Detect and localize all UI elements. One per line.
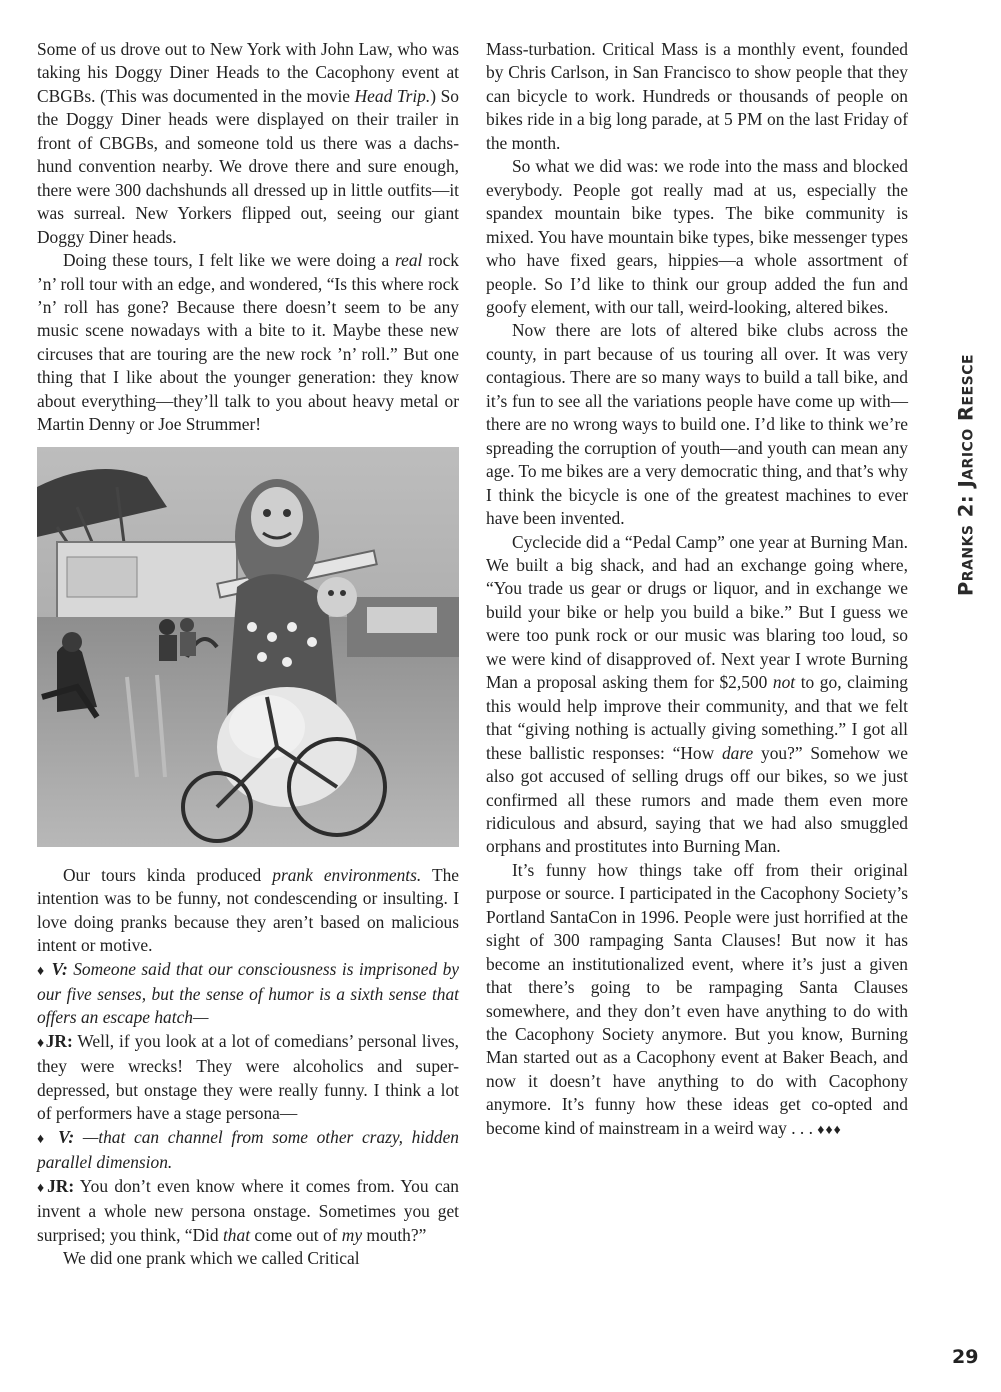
question-v-consciousness (37, 958, 459, 1030)
photo-costumed-bike-rider (37, 447, 459, 847)
page-number: 29 (952, 1346, 979, 1368)
paragraph-tours (37, 249, 459, 437)
speaker-label: JR: (47, 1175, 75, 1196)
question-text: Someone said that our consciousness is imprisoned by our five senses, but the sense of humor is a sixth sense that offers an escape hatch— (37, 958, 459, 1028)
answer-text: come out of (250, 1224, 342, 1245)
paragraph-blocked-everybody: So what we did was: we rode into the mass and blocked everybody. People got really mad at us, especially the spandex mountain bike types. The bike community is mixed. You have mountain bike types, bike messenger types who have fixed gears, hippies—a whole assortment of people. So I’d like to think our group added the fun and goofy element, with our tall, weird-looking, altered bikes. (486, 156, 908, 317)
text: Doing these tours, I felt like we were doing a (63, 250, 395, 271)
text: ) So the Doggy Diner heads were displayed on their trailer in front of CBGBs, and someone told us there was a dachshund convention nearby. We drove there and sure enough, there were 300 dachshunds all dressed up in little outfits—it was surreal. New Yorkers flipped out, seeing our giant Doggy Diner heads. (37, 85, 459, 247)
answer-jr-comedians (37, 1030, 459, 1126)
text: It’s funny how things take off from their original purpose or source. I participated in the Cacophony Society’s Portland SantaCon in 1996. People were just horrified at the sight of 300 rampaging Santa Clauses! But now it has become an institutionalized event, where it’s just a given that there’s going to be rampaging Santa Clauses somewhere, and they don’t even have anything to do with the Cacophony Society anymore. But you know, Burning Man started out as a Cacophony event at Baker Beach, and now it doesn’t have anything to do with Cacophony anymore. It’s funny how these ideas get co-opted and become kind of mainstream in a weird way . . . (486, 859, 908, 1138)
movie-title: Head Trip. (354, 85, 431, 106)
emphasis: dare (721, 742, 754, 763)
end-mark-icon: ♦♦♦ (817, 1122, 842, 1138)
text: you?” Somehow we also got accused of selling drugs off our bikes, so we just confirmed all these rumors and made them even more ridiculous and absurd, saying that we had also smuggled orphans and prostitutes into Burning Man. (486, 742, 908, 857)
emphasis: prank environments. (272, 864, 422, 885)
text: rock ’n’ roll tour with an edge, and wondered, “Is this where rock ’n’ roll has gone? Because there doesn’t seem to be any music scene nowadays with a bite to it. Maybe these new circuses that are touring are the new rock ’n’ roll.” But one thing that I like about the younger generation: they know about everything—they’ll talk to you about heavy metal or Martin Denny or Joe Strummer! (37, 250, 459, 435)
answer-text: Well, if you look at a lot of comedians’ personal lives, they were wrecks! They were alcoholics and super-depressed, but onstage they were really funny. I think a lot of performers have a stage persona— (37, 1030, 459, 1124)
emphasis: my (341, 1224, 363, 1245)
paragraph-critical-prank: We did one prank which we called Critical (63, 1247, 360, 1268)
photo-illustration (37, 447, 459, 847)
paragraph-santacon (486, 859, 908, 1142)
diamond-icon: ♦ (37, 1035, 46, 1051)
paragraph-prank-environments (37, 864, 459, 958)
speaker-label: V: (58, 1126, 75, 1147)
emphasis: that (222, 1224, 251, 1245)
text: Cyclecide did a “Pedal Camp” one year at Burning Man. We built a big shack, and had an exchange going where, “You trade us gear or drugs or liquor, and in exchange we build your bike or help you build a bike.” But I guess we were too punk rock or our music was blaring too loud, so we were kind of disapproved of. Next year I wrote Burning Man a proposal asking them for $2,500 (486, 531, 908, 693)
answer-jr-persona (37, 1175, 459, 1247)
left-column (37, 38, 459, 1270)
question-v-channel (37, 1126, 459, 1175)
emphasis: not (772, 672, 796, 693)
paragraph-altered-bike-clubs: Now there are lots of altered bike clubs across the county, in part because of us touring all over. It was very contagious. There are so many ways to build a tall bike, and it’s fun to see all the variations people have come up with—there are no wrong ways to build one. I’d like to think we’re spreading the corruption of youth—and youth can mean any age. To me bikes are a very democratic thing, and that’s why I think the bicycle is one of the greatest machines to ever have been invented. (486, 320, 908, 529)
diamond-icon: ♦ (37, 1131, 50, 1147)
paragraph-pedal-camp (486, 531, 908, 859)
diamond-icon: ♦ (37, 1180, 48, 1196)
running-head (946, 315, 986, 635)
paragraph-doggy-diner (37, 38, 459, 249)
text: to go, claiming this would help improve their community, and that we felt that “giving nothing is actually giving something.” I got all these ballistic responses: “How (486, 672, 908, 763)
answer-text: mouth?” (362, 1224, 427, 1245)
speaker-label: JR: (45, 1030, 73, 1051)
speaker-label: V: (51, 958, 68, 979)
text: The intention was to be funny, not condescending or insulting. I love doing pranks because they aren’t based on malicious intent or motive. (37, 864, 459, 956)
text: Some of us drove out to New York with John Law, who was taking his Doggy Diner Heads to the Cacophony event at CBGBs. (This was documented in the movie (37, 39, 459, 106)
paragraph-critical-mass: Mass-turbation. Critical Mass is a monthly event, founded by Chris Carlson, in San Francisco to show people that they can bicycle to work. Hundreds or thousands of people on bikes ride in a big long parade, at 5 PM on the last Friday of the month. (486, 39, 908, 153)
emphasis: real (395, 250, 423, 271)
diamond-icon: ♦ (37, 963, 47, 979)
answer-text: You don’t even know where it comes from. You can invent a whole new persona onstage. Sometimes you get surprised; you think, “Did (37, 1175, 460, 1245)
running-head-text: Pranks 2: Jarico Reesce (954, 353, 978, 597)
right-column (486, 38, 908, 1142)
question-text: —that can channel from some other crazy, hidden parallel dimension. (37, 1126, 459, 1173)
text: Our tours kinda produced (63, 864, 273, 885)
